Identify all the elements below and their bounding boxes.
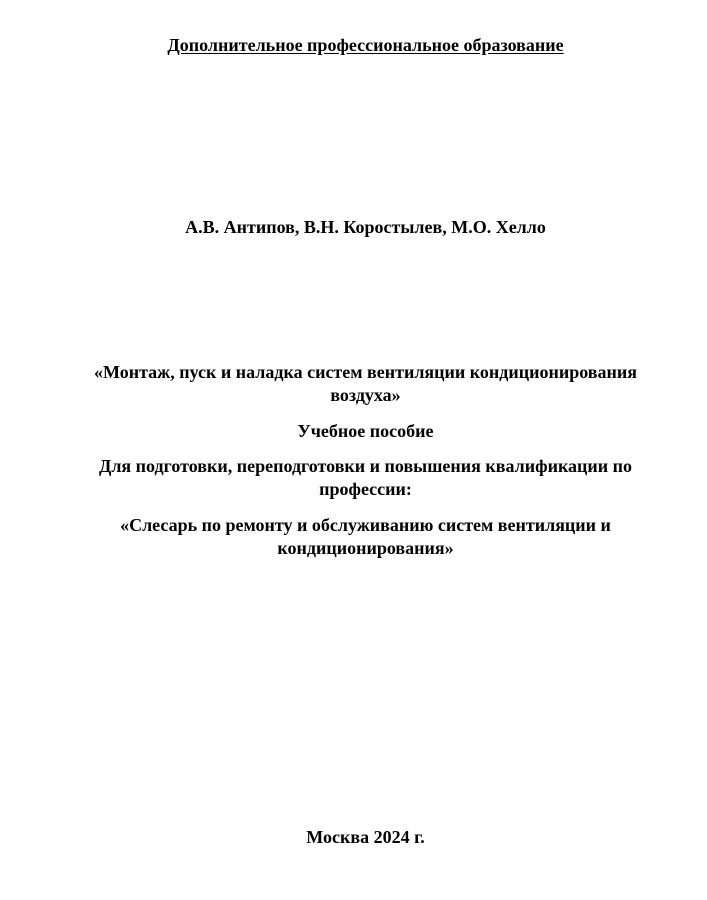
- purpose-line-2: профессии:: [319, 479, 412, 499]
- title-line-2: воздуха»: [330, 385, 401, 405]
- document-subtitle: Учебное пособие: [297, 421, 434, 441]
- document-header: Дополнительное профессиональное образование: [167, 35, 564, 55]
- document-profession: [12, 514, 707, 560]
- authors: А.В. Антипов, В.Н. Коростылев, М.О. Хелло: [185, 217, 546, 237]
- profession-line-2: кондиционирования»: [277, 538, 454, 558]
- purpose-line-1: Для подготовки, переподготовки и повышения квалификации по: [98, 456, 633, 476]
- profession-line-1: «Слесарь по ремонту и обслуживанию систем вентиляции и: [120, 515, 611, 535]
- city-year: Москва 2024 г.: [306, 827, 425, 847]
- title-line-1: «Монтаж, пуск и наладка систем вентиляции кондиционирования: [93, 362, 638, 382]
- document-purpose: [12, 455, 707, 501]
- document-title: [12, 361, 707, 407]
